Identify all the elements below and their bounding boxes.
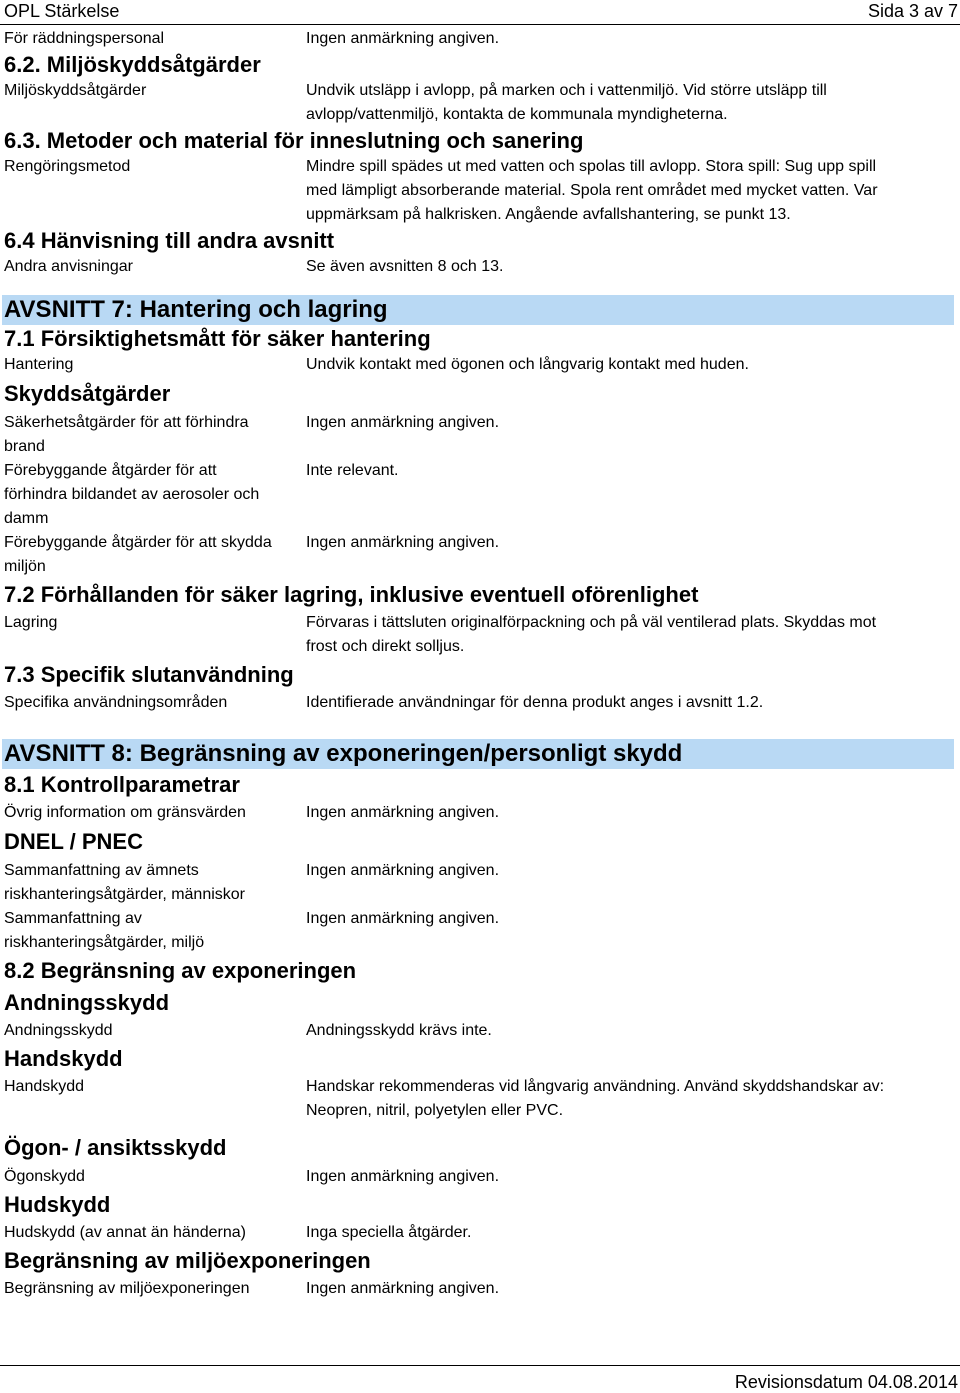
field-row — [4, 1221, 954, 1245]
field-row — [4, 1277, 954, 1301]
field-row — [4, 1019, 954, 1043]
field-label: Hantering — [4, 356, 74, 373]
heading-env-exposure: Begränsning av miljöexponeringen — [4, 1248, 371, 1273]
heading-7-1: 7.1 Försiktighetsmått för säker hantering — [4, 326, 431, 351]
field-value: Ingen anmärkning angiven. — [306, 862, 500, 879]
document-body — [4, 27, 954, 1301]
field-row — [4, 459, 954, 531]
heading-7-2: 7.2 Förhållanden för säker lagring, inklusive eventuell oförenlighet — [4, 582, 699, 607]
field-value: Undvik utsläpp i avlopp, på marken och i vattenmiljö. Vid större utsläpp till avlopp/vattenmiljö, kontakta de kommunala myndigheterna. — [306, 82, 827, 123]
field-label: Övrig information om gränsvärden — [4, 804, 246, 821]
heading-6-2: 6.2. Miljöskyddsåtgärder — [4, 52, 261, 77]
field-label: Andra anvisningar — [4, 258, 133, 275]
field-value: Ingen anmärkning angiven. — [306, 1280, 500, 1297]
field-value: Ingen anmärkning angiven. — [306, 534, 500, 551]
heading-8-1: 8.1 Kontrollparametrar — [4, 772, 240, 797]
field-row — [4, 1075, 954, 1123]
field-row — [4, 255, 954, 279]
field-label: Andningsskydd — [4, 1022, 113, 1039]
field-value: Se även avsnitten 8 och 13. — [306, 258, 504, 275]
field-row — [4, 1165, 954, 1189]
field-value: Undvik kontakt med ögonen och långvarig kontakt med huden. — [306, 356, 749, 373]
document-title: OPL Stärkelse — [4, 1, 120, 21]
revision-date: Revisionsdatum 04.08.2014 — [734, 1372, 958, 1392]
field-value: Inga speciella åtgärder. — [306, 1224, 472, 1241]
heading-6-3: 6.3. Metoder och material för inneslutning och sanering — [4, 128, 584, 153]
field-row — [4, 411, 954, 459]
field-label: Rengöringsmetod — [4, 158, 131, 175]
heading-8-2: 8.2 Begränsning av exponeringen — [4, 958, 357, 983]
field-row — [4, 27, 954, 51]
field-value: Ingen anmärkning angiven. — [306, 1168, 500, 1185]
field-label: Sammanfattning av riskhanteringsåtgärder, miljö — [4, 910, 205, 951]
field-row — [4, 531, 954, 579]
heading-7-3: 7.3 Specifik slutanvändning — [4, 662, 294, 687]
heading-protective-measures: Skyddsåtgärder — [4, 381, 171, 406]
field-label: Handskydd — [4, 1078, 85, 1095]
field-row — [4, 801, 954, 825]
field-row — [4, 79, 954, 127]
field-value: Identifierade användningar för denna produkt anges i avsnitt 1.2. — [306, 694, 764, 711]
field-value: Handskar rekommenderas vid långvarig användning. Använd skyddshandskar av: Neopren, nitril, polyetylen eller PVC. — [306, 1078, 885, 1119]
heading-hand: Handskydd — [4, 1046, 123, 1071]
section-7-banner: AVSNITT 7: Hantering och lagring — [2, 295, 954, 325]
field-value: Förvaras i tättsluten originalförpackning och på väl ventilerad plats. Skyddas mot frost och direkt solljus. — [306, 614, 877, 655]
field-row — [4, 155, 954, 227]
heading-dnel-pnec: DNEL / PNEC — [4, 829, 143, 854]
field-label: Lagring — [4, 614, 58, 631]
field-label: Specifika användningsområden — [4, 694, 228, 711]
field-label: Förebyggande åtgärder för att förhindra bildandet av aerosoler och damm — [4, 462, 260, 527]
field-label: Sammanfattning av ämnets riskhanteringsåtgärder, människor — [4, 862, 246, 903]
field-value: Andningsskydd krävs inte. — [306, 1022, 492, 1039]
field-row — [4, 907, 954, 955]
field-value: Mindre spill spädes ut med vatten och spolas till avlopp. Stora spill: Sug upp spill med lämpligt absorberande material. Spola rent området med mycket vatten. Var uppmärksam på halkrisken. Angående avfallshantering, se punkt 13. — [306, 158, 878, 223]
field-label: Förebyggande åtgärder för att skydda miljön — [4, 534, 272, 575]
field-label: Miljöskyddsåtgärder — [4, 82, 147, 99]
field-row — [4, 611, 954, 659]
field-label: Ögonskydd — [4, 1168, 85, 1185]
heading-6-4: 6.4 Hänvisning till andra avsnitt — [4, 228, 335, 253]
field-value: Ingen anmärkning angiven. — [306, 910, 500, 927]
header-divider — [0, 24, 960, 25]
field-label: Säkerhetsåtgärder för att förhindra brand — [4, 414, 249, 455]
field-value: Ingen anmärkning angiven. — [306, 414, 500, 431]
footer-divider — [0, 1365, 960, 1366]
field-label: Begränsning av miljöexponeringen — [4, 1280, 250, 1297]
field-label: Hudskydd (av annat än händerna) — [4, 1224, 246, 1241]
heading-skin: Hudskydd — [4, 1192, 111, 1217]
field-value: Ingen anmärkning angiven. — [306, 30, 500, 47]
page-header — [0, 0, 960, 24]
field-label: För räddningspersonal — [4, 30, 165, 47]
field-value: Ingen anmärkning angiven. — [306, 804, 500, 821]
heading-respiratory: Andningsskydd — [4, 990, 170, 1015]
field-row — [4, 353, 954, 377]
section-8-banner: AVSNITT 8: Begränsning av exponeringen/personligt skydd — [2, 739, 954, 769]
field-value: Inte relevant. — [306, 462, 399, 479]
heading-eye-face: Ögon- / ansiktsskydd — [4, 1135, 227, 1160]
page-number: Sida 3 av 7 — [867, 1, 958, 21]
field-row — [4, 859, 954, 907]
field-row — [4, 691, 954, 715]
